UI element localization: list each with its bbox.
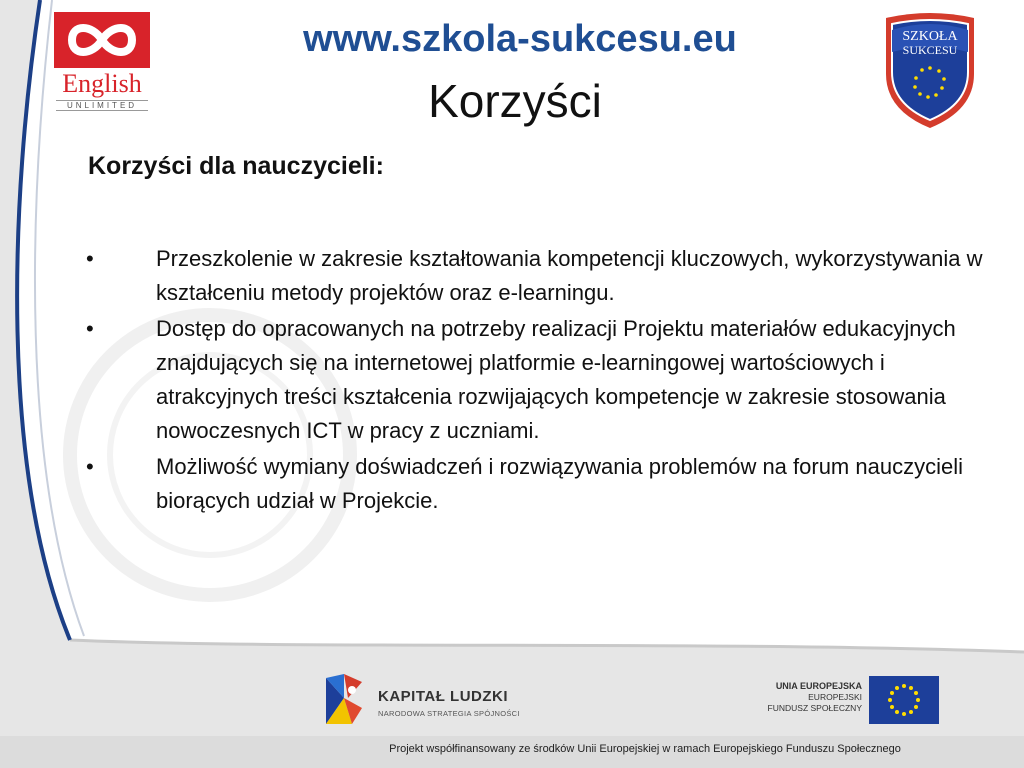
english-unlimited-logo <box>54 12 150 110</box>
list-item <box>86 312 986 448</box>
badge-line1: SZKOŁA <box>902 29 958 44</box>
kapital-ludzki-subtitle: NARODOWA STRATEGIA SPÓJNOŚCI <box>378 709 520 718</box>
infinity-icon <box>54 12 150 68</box>
logo-english-word: English <box>62 69 142 98</box>
badge-line2: SUKCESU <box>902 43 958 57</box>
benefits-list <box>86 242 986 520</box>
bullet-icon: • <box>86 454 94 479</box>
eu-line3: FUNDUSZ SPOŁECZNY <box>767 703 862 713</box>
list-item-text: Możliwość wymiany doświadczeń i rozwiązywania problemów na forum nauczycieli biorących udział w Projekcie. <box>156 454 963 513</box>
eu-text-block <box>730 680 862 714</box>
list-item-text: Przeszkolenie w zakresie kształtowania kompetencji kluczowych, wykorzystywania w kształceniu metody projektów oraz e-learningu. <box>156 246 983 305</box>
list-item-text: Dostęp do opracowanych na potrzeby realizacji Projektu materiałów edukacyjnych znajdujących się na internetowej platformie e-learningowej wartościowych i atrakcyjnych treści kształcenia rozwijających kompetencje w zakresie stosowania nowoczesnych ICT w pracy z uczniami. <box>156 316 956 443</box>
logo-red-box <box>54 12 150 68</box>
slide-title: Korzyści <box>428 75 602 127</box>
eu-flag-icon <box>869 676 939 724</box>
kapital-ludzki-title: KAPITAŁ LUDZKI <box>378 688 509 705</box>
eu-line2: EUROPEJSKI <box>808 692 862 702</box>
eu-line1: UNIA EUROPEJSKA <box>775 681 862 691</box>
szkola-sukcesu-badge <box>880 10 980 130</box>
logo-unlimited-word: UNLIMITED <box>56 100 148 111</box>
site-url: www.szkola-sukcesu.eu <box>303 18 737 60</box>
list-item <box>86 242 986 310</box>
footer-note: Projekt współfinansowany ze środków Unii Europejskiej w ramach Europejskiego Funduszu Społecznego <box>389 743 901 755</box>
kapital-ludzki-logo-icon <box>322 668 366 728</box>
bullet-icon: • <box>86 316 94 341</box>
list-item <box>86 450 986 518</box>
section-heading: Korzyści dla nauczycieli: <box>88 152 384 180</box>
bullet-icon: • <box>86 246 94 271</box>
